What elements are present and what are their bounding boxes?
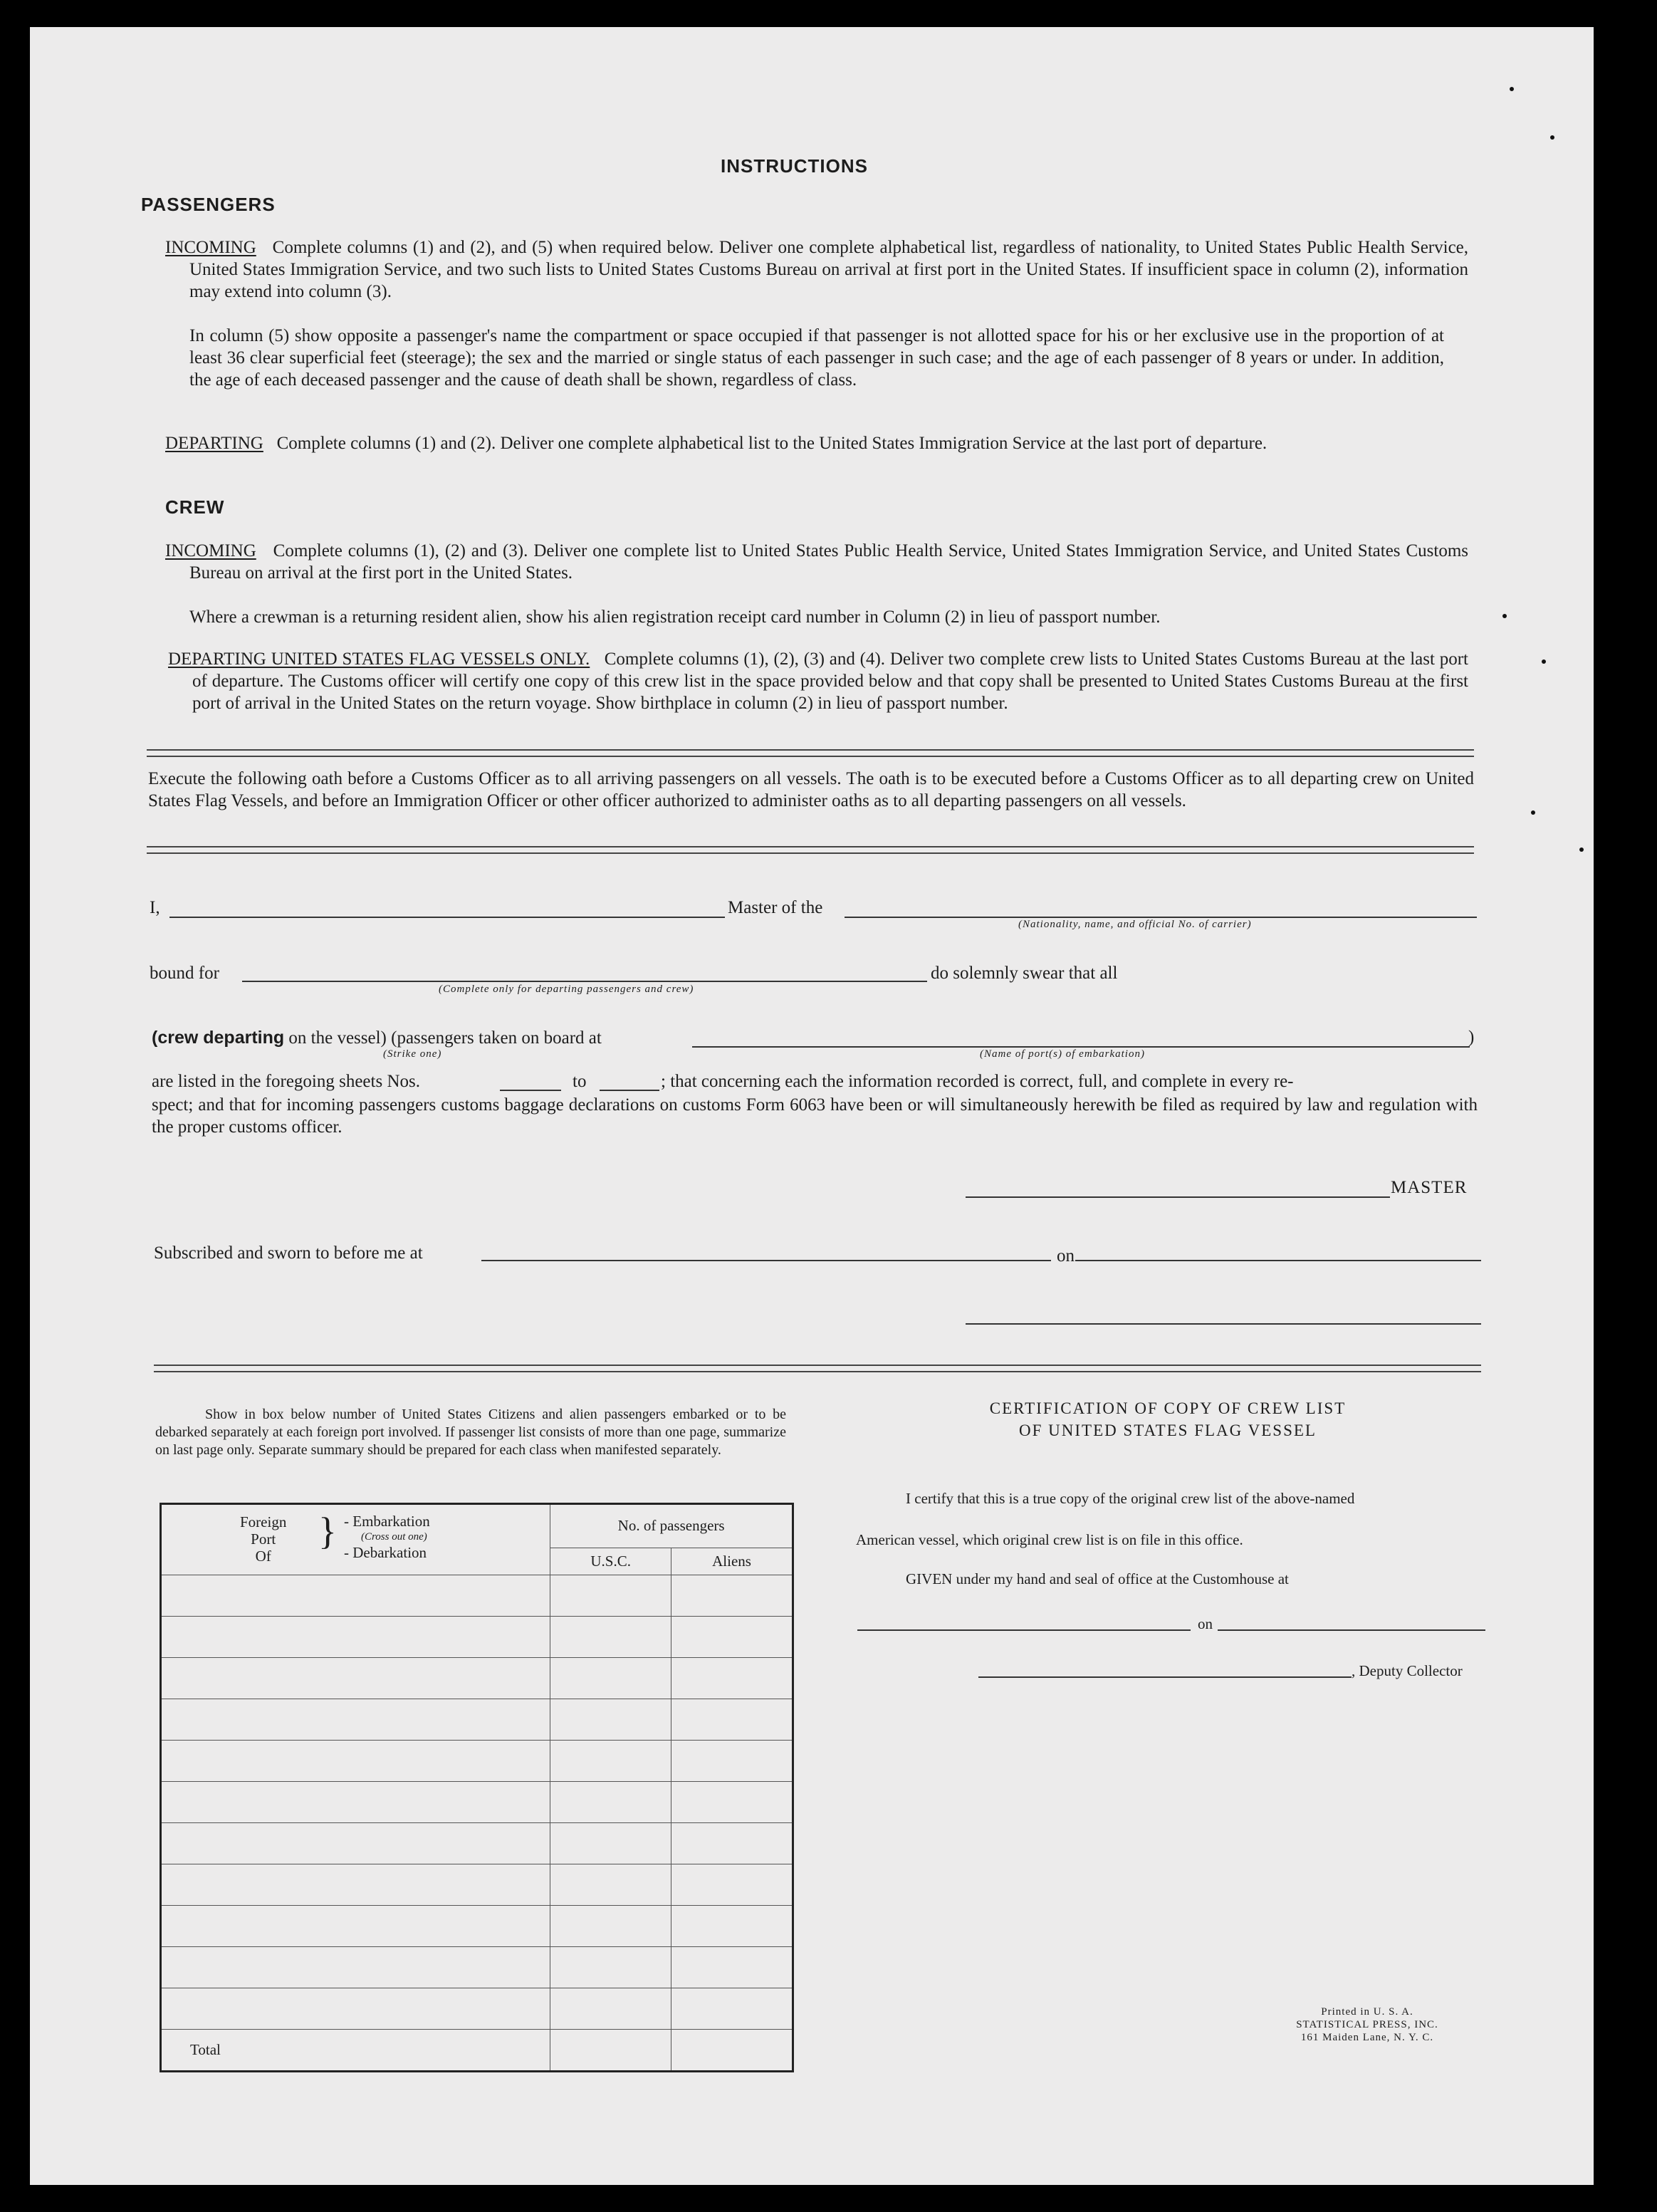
oath-instruction: Execute the following oath before a Customs Officer as to all arriving passengers on all vessels. The oath is to be executed before a Customs Officer as to all departing crew on United States Flag Vessels, and before an Immigration Officer or other officer authorized to administer oaths as to all departing passengers on all vessels. <box>148 769 1474 810</box>
carrier-field[interactable] <box>845 917 1477 918</box>
certification-title-line2: OF UNITED STATES FLAG VESSEL <box>1019 1421 1317 1439</box>
certify-line1: I certify that this is a true copy of the original crew list of the above-named <box>906 1490 1355 1507</box>
crew-departing-text: Complete columns (1), (2), (3) and (4). Deliver two complete crew lists to United States Customs Bureau at the last port of departure. The Customs officer will certify one copy of this crew list in the space provided below and that copy shall be presented to United States Customs Bureau at the first port of arrival in the United States on the return voyage. Show birthplace in column (2) in lieu of passport number. <box>192 649 1468 713</box>
total-row <box>161 2030 793 2072</box>
usc-cell[interactable] <box>550 1575 671 1617</box>
usc-cell[interactable] <box>550 1864 671 1906</box>
table-row <box>161 1617 793 1658</box>
port-cell[interactable] <box>161 1864 550 1906</box>
section-divider <box>147 749 1474 757</box>
listed-suffix: ; that concerning each the information recorded is correct, full, and complete in every re- <box>661 1072 1294 1091</box>
table-header-row <box>161 1504 793 1548</box>
to-label: to <box>573 1072 587 1091</box>
close-paren: ) <box>1468 1028 1475 1047</box>
passengers-incoming-paragraph <box>165 236 1468 303</box>
table-row <box>161 1782 793 1823</box>
listed-sheets-line <box>152 1072 420 1092</box>
crew-departing-paragraph <box>168 648 1468 714</box>
printer-line3: 161 Maiden Lane, N. Y. C. <box>1300 2032 1434 2043</box>
solemnly-swear-text: do solemnly swear that all <box>931 964 1118 983</box>
usc-cell[interactable] <box>550 1699 671 1741</box>
given-line: GIVEN under my hand and seal of office at the Customhouse at <box>906 1570 1289 1587</box>
crew-incoming-text: Complete columns (1), (2) and (3). Deliver one complete list to United States Public Health Service, United States Immigration Service, and United States Customs Bureau on arrival at the first port in the United States. <box>189 541 1469 583</box>
printer-line1: Printed in U. S. A. <box>1321 2006 1413 2018</box>
of-label: Of <box>255 1548 271 1565</box>
passengers-departing-text: Complete columns (1) and (2). Deliver one complete alphabetical list to the United States Immigration Service at the last port of departure. <box>276 434 1267 453</box>
master-of-the-label: Master of the <box>728 898 823 917</box>
listed-prefix: are listed in the foregoing sheets Nos. <box>152 1072 420 1091</box>
printer-imprint <box>1260 2005 1474 2044</box>
no-of-passengers-header: No. of passengers <box>550 1504 793 1548</box>
aliens-cell[interactable] <box>671 1658 793 1699</box>
cross-out-caption: (Cross out one) <box>361 1531 427 1543</box>
usc-cell[interactable] <box>550 1947 671 1988</box>
certification-date-field[interactable] <box>1218 1629 1485 1631</box>
on-label: on <box>1057 1246 1075 1266</box>
subscribed-label: Subscribed and sworn to before me at <box>154 1243 423 1263</box>
port-cell[interactable] <box>161 1988 550 2030</box>
table-row <box>161 1864 793 1906</box>
carrier-caption: (Nationality, name, and official No. of carrier) <box>1018 919 1252 930</box>
incoming-label: INCOMING <box>165 238 256 257</box>
certification-on-label: on <box>1198 1615 1213 1632</box>
usc-cell[interactable] <box>550 1741 671 1782</box>
passenger-summary-table <box>160 1503 794 2072</box>
aliens-cell[interactable] <box>671 1575 793 1617</box>
table-row <box>161 1823 793 1864</box>
table-row <box>161 1658 793 1699</box>
bound-for-label: bound for <box>150 964 219 983</box>
aliens-cell[interactable] <box>671 1741 793 1782</box>
speck-mark <box>1531 810 1535 815</box>
certification-title-line1: CERTIFICATION OF COPY OF CREW LIST <box>989 1399 1347 1417</box>
speck-mark <box>1542 659 1546 664</box>
port-cell[interactable] <box>161 1947 550 1988</box>
deputy-signature-field[interactable] <box>978 1676 1352 1678</box>
crew-heading: CREW <box>165 496 225 518</box>
usc-cell[interactable] <box>550 1988 671 2030</box>
speck-mark <box>1510 87 1514 91</box>
aliens-cell[interactable] <box>671 1906 793 1947</box>
deputy-collector-label: , Deputy Collector <box>1352 1662 1463 1679</box>
table-row <box>161 1947 793 1988</box>
sworn-place-field[interactable] <box>481 1260 1051 1261</box>
listed-rest: spect; and that for incoming passengers customs baggage declarations on customs Form 6063 have been or will simultaneously herewith be filed as required by law and regulation with the proper customs officer. <box>152 1095 1478 1137</box>
aliens-cell[interactable] <box>671 1617 793 1658</box>
usc-cell[interactable] <box>550 1823 671 1864</box>
brace-icon: } <box>318 1510 337 1553</box>
table-row <box>161 1988 793 2030</box>
bound-for-field[interactable] <box>242 981 927 982</box>
aliens-cell[interactable] <box>671 1988 793 2030</box>
usc-cell[interactable] <box>550 1658 671 1699</box>
crew-incoming-paragraph <box>165 540 1468 584</box>
passengers-incoming-text: Complete columns (1) and (2), and (5) when required below. Deliver one complete alphabetical list, regardless of nationality, to United States Public Health Service, United States Immigration Service, and two such lists to United States Customs Bureau on arrival at first port in the United States. If insufficient space in column (2), information may extend into column (3). <box>189 238 1469 301</box>
table-row <box>161 1699 793 1741</box>
aliens-total-cell[interactable] <box>671 2030 793 2072</box>
customhouse-field[interactable] <box>857 1629 1191 1631</box>
crew-incoming-label: INCOMING <box>165 541 256 560</box>
port-cell[interactable] <box>161 1699 550 1741</box>
section-divider <box>147 846 1474 854</box>
aliens-cell[interactable] <box>671 1947 793 1988</box>
embark-debark-options <box>344 1513 430 1560</box>
speck-mark <box>1579 847 1584 852</box>
bound-for-caption: (Complete only for departing passengers and crew) <box>439 984 694 995</box>
certification-title <box>854 1397 1481 1441</box>
on-vessel-text: on the vessel) <box>288 1028 387 1048</box>
embarkation-option[interactable]: - Embarkation <box>344 1513 430 1530</box>
section-divider <box>154 1365 1481 1372</box>
aliens-header: Aliens <box>671 1548 793 1575</box>
officer-signature-field[interactable] <box>966 1323 1481 1325</box>
resident-alien-paragraph: Where a crewman is a returning resident alien, show his alien registration receipt card number in Column (2) in lieu of passport number. <box>189 607 1161 627</box>
aliens-cell[interactable] <box>671 1864 793 1906</box>
port-cell[interactable] <box>161 1782 550 1823</box>
printer-line2: STATISTICAL PRESS, INC. <box>1296 2019 1438 2030</box>
usc-cell[interactable] <box>550 1782 671 1823</box>
port-cell[interactable] <box>161 1741 550 1782</box>
i-label: I, <box>150 898 160 917</box>
usc-cell[interactable] <box>550 1906 671 1947</box>
port-caption: (Name of port(s) of embarkation) <box>980 1048 1145 1060</box>
master-label: MASTER <box>1391 1178 1468 1197</box>
usc-cell[interactable] <box>550 1617 671 1658</box>
usc-header: U.S.C. <box>550 1548 671 1575</box>
port-cell[interactable] <box>161 1617 550 1658</box>
port-header-cell <box>161 1504 550 1575</box>
table-row <box>161 1575 793 1617</box>
aliens-cell[interactable] <box>671 1823 793 1864</box>
port-cell[interactable] <box>161 1658 550 1699</box>
sheet-from-field[interactable] <box>500 1090 561 1091</box>
crew-departing-option <box>152 1028 602 1048</box>
embarkation-port-field[interactable] <box>692 1046 1470 1048</box>
strike-one-caption: (Strike one) <box>383 1048 442 1060</box>
summary-note: Show in box below number of United States Citizens and alien passengers embarked or to be debarked separately at each foreign port involved. If passenger list consists of more than one page, summarize on last page only. Separate summary should be prepared for each class when manifested separately. <box>155 1407 786 1458</box>
passengers-taken-text: (passengers taken on board at <box>391 1028 602 1048</box>
port-label: Port <box>251 1530 276 1548</box>
table-row <box>161 1906 793 1947</box>
foreign-port-of <box>240 1513 286 1565</box>
usc-total-cell[interactable] <box>550 2030 671 2072</box>
certify-line2: American vessel, which original crew list is on file in this office. <box>856 1531 1243 1548</box>
instructions-heading: INSTRUCTIONS <box>721 155 868 177</box>
foreign-label: Foreign <box>240 1513 287 1530</box>
passengers-departing-paragraph <box>165 432 1468 454</box>
aliens-cell[interactable] <box>671 1699 793 1741</box>
column5-paragraph: In column (5) show opposite a passenger's name the compartment or space occupied if that passenger is not allotted space for his or her exclusive use in the proportion of at least 36 clear superficial feet (steerage); the sex and the married or single status of each passenger in such case; and the age of each passenger of 8 years or under. In addition, the age of each deceased passenger and the cause of death shall be shown, regardless of class. <box>189 326 1444 390</box>
master-name-field[interactable] <box>169 917 725 918</box>
port-cell[interactable] <box>161 1575 550 1617</box>
sworn-date-field[interactable] <box>1075 1260 1481 1261</box>
crew-departing-label: DEPARTING UNITED STATES FLAG VESSELS ONLY. <box>168 649 590 669</box>
aliens-cell[interactable] <box>671 1782 793 1823</box>
departing-label: DEPARTING <box>165 434 263 453</box>
speck-mark <box>1550 135 1554 140</box>
master-signature-field[interactable] <box>966 1196 1390 1198</box>
total-label: Total <box>161 2030 550 2072</box>
sheet-to-field[interactable] <box>600 1090 659 1091</box>
port-cell[interactable] <box>161 1906 550 1947</box>
port-cell[interactable] <box>161 1823 550 1864</box>
passengers-heading: PASSENGERS <box>141 194 276 215</box>
table-row <box>161 1741 793 1782</box>
crew-departing-bold: (crew departing <box>152 1028 285 1048</box>
speck-mark <box>1502 614 1507 618</box>
debarkation-option[interactable]: - Debarkation <box>344 1544 427 1561</box>
